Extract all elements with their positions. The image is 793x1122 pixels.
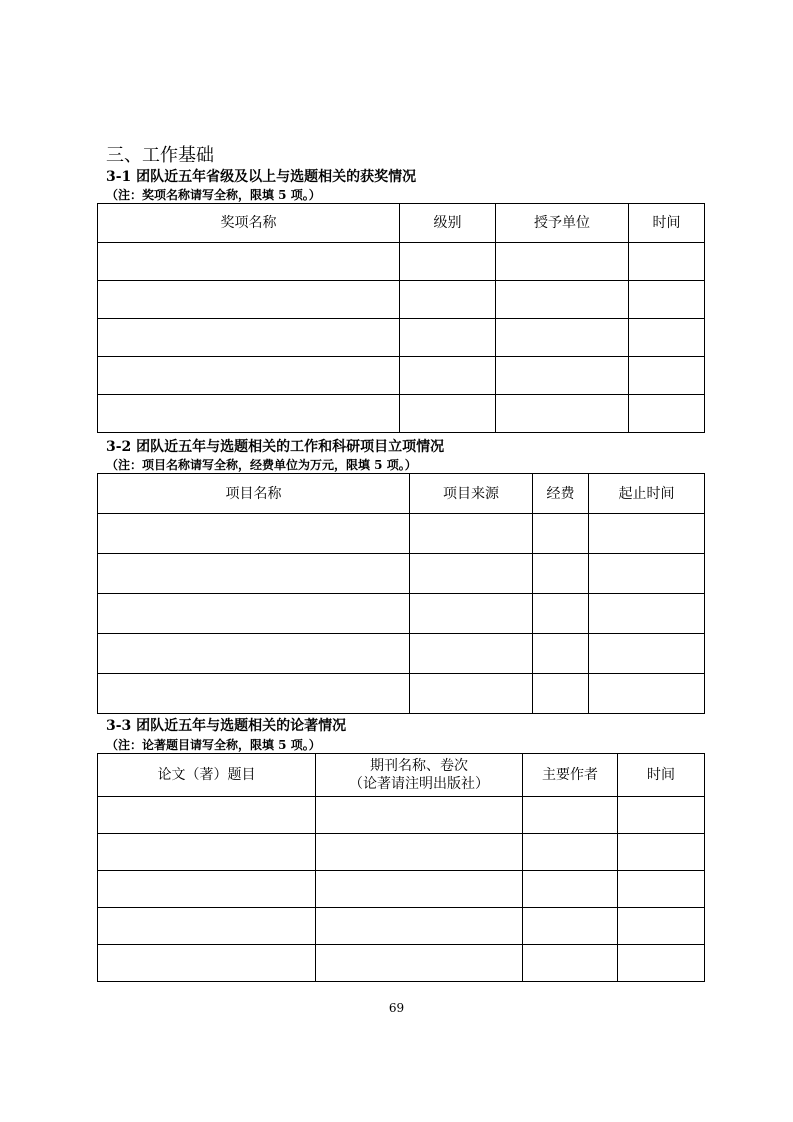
table-cell[interactable] [316,834,523,871]
table-cell[interactable] [496,243,629,281]
header-journal-line1: 期刊名称、卷次 [370,758,468,774]
header-award-name: 奖项名称 [98,204,400,243]
table-cell[interactable] [400,281,496,319]
projects-section-note: （注：项目名称请写全称，经费单位为万元，限填 5 项。） [106,458,417,472]
table-row [98,243,705,281]
table-cell[interactable] [589,514,705,554]
table-cell[interactable] [533,674,589,714]
table-cell[interactable] [98,834,316,871]
table-cell[interactable] [410,594,533,634]
table-row [98,594,705,634]
table-cell[interactable] [618,797,705,834]
table-cell[interactable] [523,908,618,945]
table-row [98,514,705,554]
table-cell[interactable] [629,319,705,357]
table-cell[interactable] [400,357,496,395]
table-cell[interactable] [629,357,705,395]
table-header-row [98,204,705,243]
awards-section-note: （注：奖项名称请写全称，限填 5 项。） [106,188,321,202]
table-header-row [98,754,705,797]
table-row [98,634,705,674]
table-cell[interactable] [618,871,705,908]
table-row [98,395,705,433]
table-cell[interactable] [629,281,705,319]
table-row [98,319,705,357]
table-cell[interactable] [98,871,316,908]
table-cell[interactable] [316,908,523,945]
section-title: 三、工作基础 [106,145,214,166]
table-cell[interactable] [98,514,410,554]
table-cell[interactable] [533,514,589,554]
table-cell[interactable] [98,945,316,982]
header-paper-title: 论文（著）题目 [98,754,316,797]
table-cell[interactable] [410,554,533,594]
table-cell[interactable] [98,243,400,281]
table-cell[interactable] [410,674,533,714]
table-cell[interactable] [98,281,400,319]
table-cell[interactable] [533,554,589,594]
projects-section-title: 3-2 团队近五年与选题相关的工作和科研项目立项情况 [106,439,445,455]
table-row [98,554,705,594]
publications-section-title: 3-3 团队近五年与选题相关的论著情况 [106,718,347,734]
header-project-name: 项目名称 [98,474,410,514]
table-cell[interactable] [98,357,400,395]
table-cell[interactable] [589,594,705,634]
table-cell[interactable] [98,797,316,834]
table-cell[interactable] [496,357,629,395]
header-time: 时间 [629,204,705,243]
table-cell[interactable] [589,554,705,594]
header-journal-line2: （论著请注明出版社） [349,776,489,792]
table-row [98,908,705,945]
table-cell[interactable] [523,797,618,834]
table-row [98,674,705,714]
table-cell[interactable] [98,594,410,634]
table-cell[interactable] [618,834,705,871]
table-cell[interactable] [496,395,629,433]
table-cell[interactable] [618,908,705,945]
header-level: 级别 [400,204,496,243]
awards-table [97,203,705,433]
table-row [98,797,705,834]
projects-table [97,473,705,714]
table-cell[interactable] [618,945,705,982]
table-cell[interactable] [98,319,400,357]
table-cell[interactable] [98,554,410,594]
table-cell[interactable] [316,871,523,908]
table-cell[interactable] [316,945,523,982]
table-cell[interactable] [98,674,410,714]
table-cell[interactable] [400,395,496,433]
table-cell[interactable] [98,634,410,674]
awards-section-title: 3-1 团队近五年省级及以上与选题相关的获奖情况 [106,169,417,185]
table-cell[interactable] [496,281,629,319]
table-cell[interactable] [589,634,705,674]
table-cell[interactable] [629,395,705,433]
table-cell[interactable] [533,594,589,634]
header-project-source: 项目来源 [410,474,533,514]
table-row [98,945,705,982]
table-cell[interactable] [523,945,618,982]
header-duration: 起止时间 [589,474,705,514]
table-row [98,871,705,908]
table-cell[interactable] [400,243,496,281]
table-row [98,281,705,319]
table-cell[interactable] [533,634,589,674]
table-header-row [98,474,705,514]
table-row [98,834,705,871]
table-cell[interactable] [523,834,618,871]
header-issuer: 授予单位 [496,204,629,243]
publications-section-note: （注：论著题目请写全称，限填 5 项。） [106,738,321,752]
table-cell[interactable] [629,243,705,281]
header-time: 时间 [618,754,705,797]
table-cell[interactable] [410,514,533,554]
header-journal [316,754,523,797]
header-funding: 经费 [533,474,589,514]
table-cell[interactable] [98,395,400,433]
table-row [98,357,705,395]
table-cell[interactable] [523,871,618,908]
header-main-author: 主要作者 [523,754,618,797]
table-cell[interactable] [410,634,533,674]
table-cell[interactable] [400,319,496,357]
table-cell[interactable] [316,797,523,834]
publications-table [97,753,705,982]
table-cell[interactable] [589,674,705,714]
table-cell[interactable] [496,319,629,357]
page-number: 69 [388,1001,405,1015]
table-cell[interactable] [98,908,316,945]
